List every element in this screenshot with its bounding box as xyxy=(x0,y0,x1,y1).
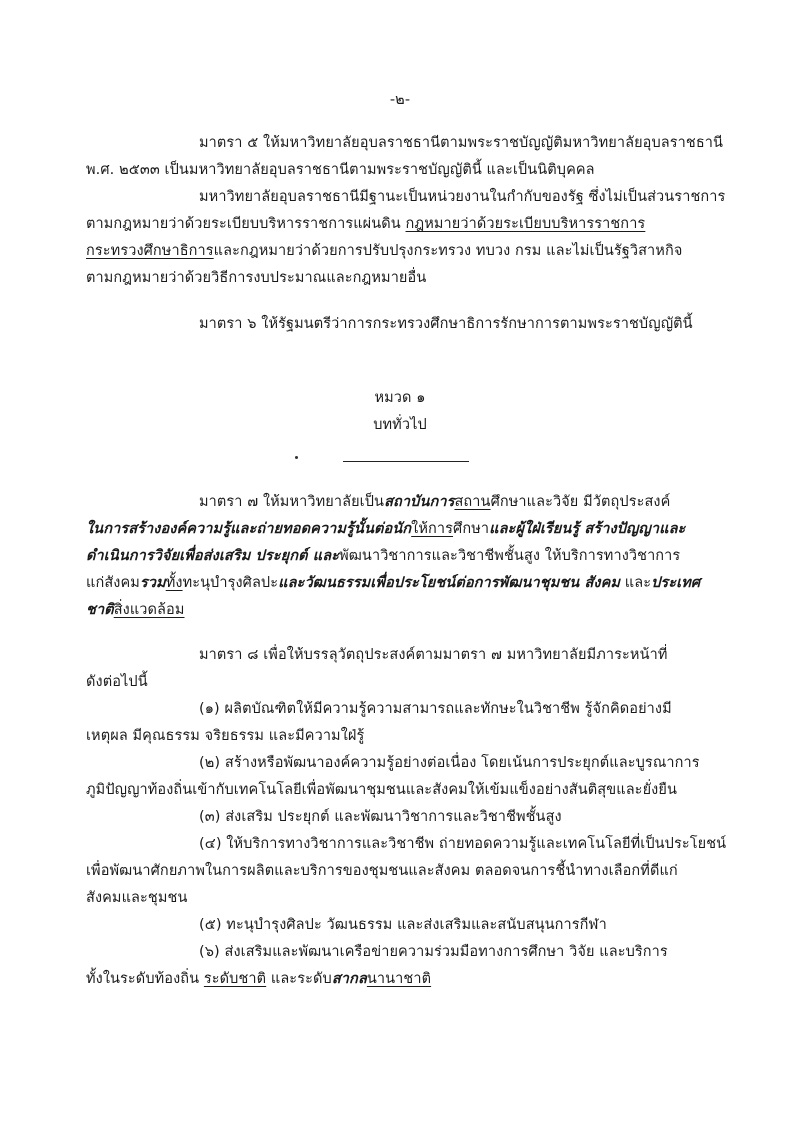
section8-item6-line1: (๖) ส่งเสริมและพัฒนาเครือข่ายความร่วมมือทางการศึกษา วิจัย และบริการ xyxy=(199,944,668,960)
section5-line2: พ.ศ. ๒๕๓๓ เป็นมหาวิทยาลัยอุบลราชธานีตามพระราชบัญญัตินี้ และเป็นนิติบุคคล xyxy=(86,162,595,178)
section7-amended-text: ประเทศ xyxy=(651,575,701,591)
section8-text: และระดับ xyxy=(266,971,332,987)
section7-line5 xyxy=(86,600,185,620)
heading-divider xyxy=(343,461,469,462)
section7-amended-text: ให้การ xyxy=(411,521,454,537)
section7-line2 xyxy=(86,519,685,539)
section7-amended-text: รวม xyxy=(139,575,166,591)
chapter-title: บททั่วไป xyxy=(373,417,427,433)
section5-line6: ตามกฎหมายว่าด้วยวิธีการงบประมาณและกฎหมายอื่น xyxy=(86,270,427,286)
section7-amended-text: ชาติ xyxy=(86,602,114,618)
section7-text: แก่สังคม xyxy=(86,575,140,591)
section8-item6-line2 xyxy=(86,969,431,989)
chapter-number: หมวด ๑ xyxy=(374,390,426,406)
section7-text: ทะนุบำรุงศิลปะ xyxy=(182,575,279,591)
section5-line5-text: และกฎหมายว่าด้วยการปรับปรุงกระทรวง ทบวง กรม และไม่เป็นรัฐวิสาหกิจ xyxy=(213,243,683,259)
section8-item1-line2: เหตุผล มีคุณธรรม จริยธรรม และมีความใฝ่รู้ xyxy=(86,728,365,744)
section7-amended-text: ดำเนินการวิจัยเพื่อส่งเสริม ประยุกต์ และ xyxy=(86,548,340,564)
section8-item4-line3: สังคมและชุมชน xyxy=(86,890,188,906)
section7-amended-text: ในการสร้างองค์ความรู้และถ่ายทอดความรู้นั้นต่อนัก xyxy=(86,521,412,537)
section7-amended-text: ทั้ง xyxy=(165,575,183,591)
section7-text: มาตรา ๗ ให้มหาวิทยาลัยเป็น xyxy=(199,494,385,510)
section5-line4-text: ตามกฎหมายว่าด้วยระเบียบบริหารราชการแผ่นดิน xyxy=(86,216,406,232)
section7-amended-text: สิ่งแวดล้อม xyxy=(113,602,185,618)
section7-amended-text: สถาบันการ xyxy=(384,494,455,510)
section5-line5 xyxy=(86,241,682,261)
section7-text: ศึกษา xyxy=(453,521,490,537)
section7-amended-text: สถาน xyxy=(454,494,491,510)
section8-amended-text: ระดับชาติ xyxy=(203,971,267,987)
section8-item1-line1: (๑) ผลิตบัณฑิตให้มีความรู้ความสามารถและทักษะในวิชาชีพ รู้จักคิดอย่างมี xyxy=(199,701,672,717)
section5-line3: มหาวิทยาลัยอุบลราชธานีมีฐานะเป็นหน่วยงานในกำกับของรัฐ ซึ่งไม่เป็นส่วนราชการ xyxy=(199,189,726,205)
section8-item4-line1: (๔) ให้บริการทางวิชาการและวิชาชีพ ถ่ายทอดความรู้และเทคโนโลยีที่เป็นประโยชน์ xyxy=(199,836,727,852)
section7-line4 xyxy=(86,573,700,593)
section8-item5: (๕) ทะนุบำรุงศิลปะ วัฒนธรรม และส่งเสริมและสนับสนุนการกีฬา xyxy=(199,917,607,933)
section7-amended-text: และผู้ใฝ่เรียนรู้ สร้างปัญญาและ xyxy=(489,521,686,537)
page-number: -๒- xyxy=(389,92,411,108)
section7-text: พัฒนาวิชาการและวิชาชีพชั้นสูง ให้บริการทางวิชาการ xyxy=(339,548,681,564)
stray-mark xyxy=(295,456,298,459)
section5-line1: มาตรา ๕ ให้มหาวิทยาลัยอุบลราชธานีตามพระราชบัญญัติมหาวิทยาลัยอุบลราชธานี xyxy=(199,135,724,151)
section8-item2-line1: (๒) สร้างหรือพัฒนาองค์ความรู้อย่างต่อเนื่อง โดยเน้นการประยุกต์และบูรณาการ xyxy=(199,755,700,771)
section8-item4-line2: เพื่อพัฒนาศักยภาพในการผลิตและบริการของชุมชนและสังคม ตลอดจนการชี้นำทางเลือกที่ดีแก่ xyxy=(86,863,678,879)
section7-text: และ xyxy=(620,575,652,591)
section8-item2-line2: ภูมิปัญญาท้องถิ่นเข้ากับเทคโนโลยีเพื่อพัฒนาชุมชนและสังคมให้เข้มแข็งอย่างสันติสุขและยั่งยืน xyxy=(86,782,677,798)
section7-line3 xyxy=(86,546,680,566)
section8-amended-text: สากล xyxy=(331,971,367,987)
section5-line4 xyxy=(86,214,645,234)
section8-line1: มาตรา ๘ เพื่อให้บรรลุวัตถุประสงค์ตามมาตรา ๗ มหาวิทยาลัยมีภาระหน้าที่ xyxy=(199,647,668,663)
section7-text: ศึกษาและวิจัย มีวัตถุประสงค์ xyxy=(490,494,671,510)
section6: มาตรา ๖ ให้รัฐมนตรีว่าการกระทรวงศึกษาธิการรักษาการตามพระราชบัญญัตินี้ xyxy=(199,316,693,332)
section8-item3: (๓) ส่งเสริม ประยุกต์ และพัฒนาวิชาการและวิชาชีพชั้นสูง xyxy=(199,809,562,825)
section5-amended-text: กฎหมายว่าด้วยระเบียบบริหารราชการ xyxy=(405,216,646,232)
section8-line2: ดังต่อไปนี้ xyxy=(86,674,148,690)
section7-line1 xyxy=(199,492,670,512)
section5-amended-ministry: กระทรวงศึกษาธิการ xyxy=(86,243,214,259)
section7-amended-text: และวัฒนธรรมเพื่อประโยชน์ต่อการพัฒนาชุมชน สังคม xyxy=(278,575,621,591)
section8-amended-text: นานาชาติ xyxy=(366,971,432,987)
section8-text: ทั้งในระดับท้องถิ่น xyxy=(86,971,204,987)
